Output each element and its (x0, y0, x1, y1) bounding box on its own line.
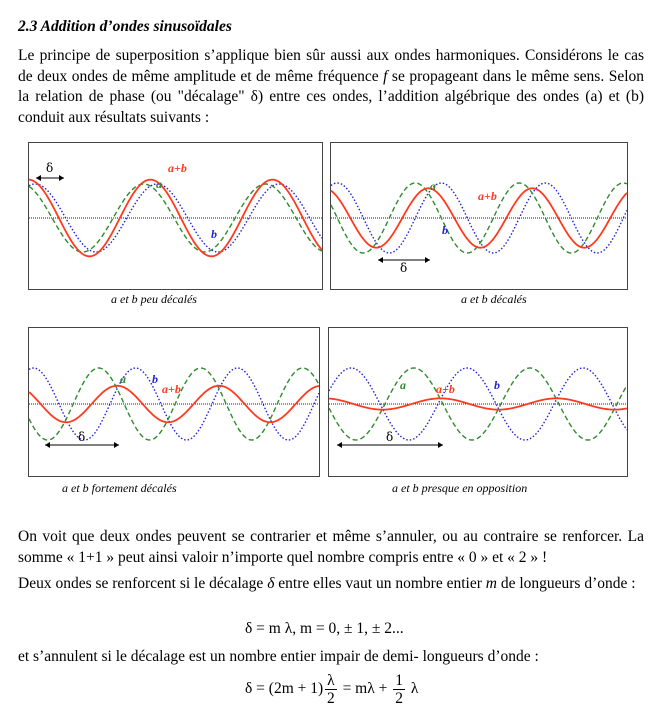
intro-text-2: se propageant dans le même sens. Selon la relation de phase (ou "décalage" δ) entre ces ondes, l’addition algébrique des ondes (a) et (b) conduit aux résultats suivants : (18, 67, 644, 126)
eq2-mid: = mλ + (338, 680, 392, 698)
equation-destructive (245, 672, 418, 712)
label-a: a (430, 179, 436, 193)
caption-fortement-decales: a et b fortement décalés (62, 481, 177, 495)
p3-text-1: Deux ondes se renforcent si le décalage (18, 575, 268, 592)
label-sum: a+b (436, 382, 455, 396)
wave-panel-peu-decales (28, 142, 323, 290)
label-delta: δ (400, 261, 408, 275)
label-delta: δ (78, 430, 86, 444)
panel-frame (331, 143, 628, 290)
label-delta: δ (386, 430, 394, 444)
paragraph-contrarier: On voit que deux ondes peuvent se contrarier et même s’annuler, ou au contraire se renforcer. La somme « 1+1 » peut ainsi valoir n’importe quel nombre compris entre « 0 » et « 2 » ! (18, 528, 644, 566)
label-b: b (442, 223, 448, 237)
wave-panel-fortement-decales (28, 327, 320, 477)
paragraph-annulent: et s’annulent si le décalage est un nombre entier impair de demi- longueurs d’onde : (18, 648, 539, 665)
section-title: 2.3 Addition d’ondes sinusoïdales (18, 18, 232, 35)
eq2-lhs: δ = (2m + 1) (245, 680, 324, 698)
label-sum: a+b (478, 189, 497, 203)
label-sum: a+b (162, 382, 181, 396)
intro-text-1: Le principe de superposition s’applique bien sûr aussi aux ondes harmoniques. Considérons le cas de deux ondes de même amplitude et de même fréquence (18, 47, 644, 85)
caption-peu-decales: a et b peu décalés (111, 292, 197, 306)
wave-panel-decales (330, 142, 628, 290)
frequency-symbol: f (383, 67, 388, 85)
label-sum: a+b (168, 161, 187, 175)
label-a: a (156, 177, 162, 191)
paragraph-renforcent (18, 574, 644, 595)
label-b: b (494, 378, 500, 392)
label-a: a (400, 378, 406, 392)
label-b: b (152, 372, 158, 386)
wave-plot (28, 327, 320, 477)
wave-plot (28, 142, 323, 290)
frac2-denominator: 2 (395, 690, 403, 707)
wave-plot (328, 327, 628, 477)
delta-symbol: δ (267, 575, 275, 592)
eq2-end: λ (407, 680, 419, 698)
equation-constructive: δ = m λ, m = 0, ± 1, ± 2... (245, 620, 404, 637)
label-a: a (120, 372, 126, 386)
fraction-lambda-over-2 (325, 672, 337, 707)
caption-presque-opposition: a et b presque en opposition (392, 481, 528, 495)
panel-frame (29, 328, 320, 477)
fraction-one-half (393, 672, 405, 707)
frac1-denominator: 2 (327, 690, 335, 707)
intro-paragraph (18, 46, 644, 128)
wave-panel-presque-opposition (328, 327, 628, 477)
wave-plot (330, 142, 628, 290)
frac1-numerator: λ (327, 672, 335, 689)
caption-decales: a et b décalés (461, 292, 527, 306)
label-delta: δ (46, 161, 54, 175)
frac2-numerator: 1 (395, 672, 403, 689)
p3-text-3: de longueurs d’onde : (496, 575, 636, 592)
label-b: b (211, 227, 217, 241)
m-symbol: m (485, 575, 497, 592)
p3-text-2: entre elles vaut un nombre entier (274, 575, 486, 592)
panel-frame (329, 328, 628, 477)
